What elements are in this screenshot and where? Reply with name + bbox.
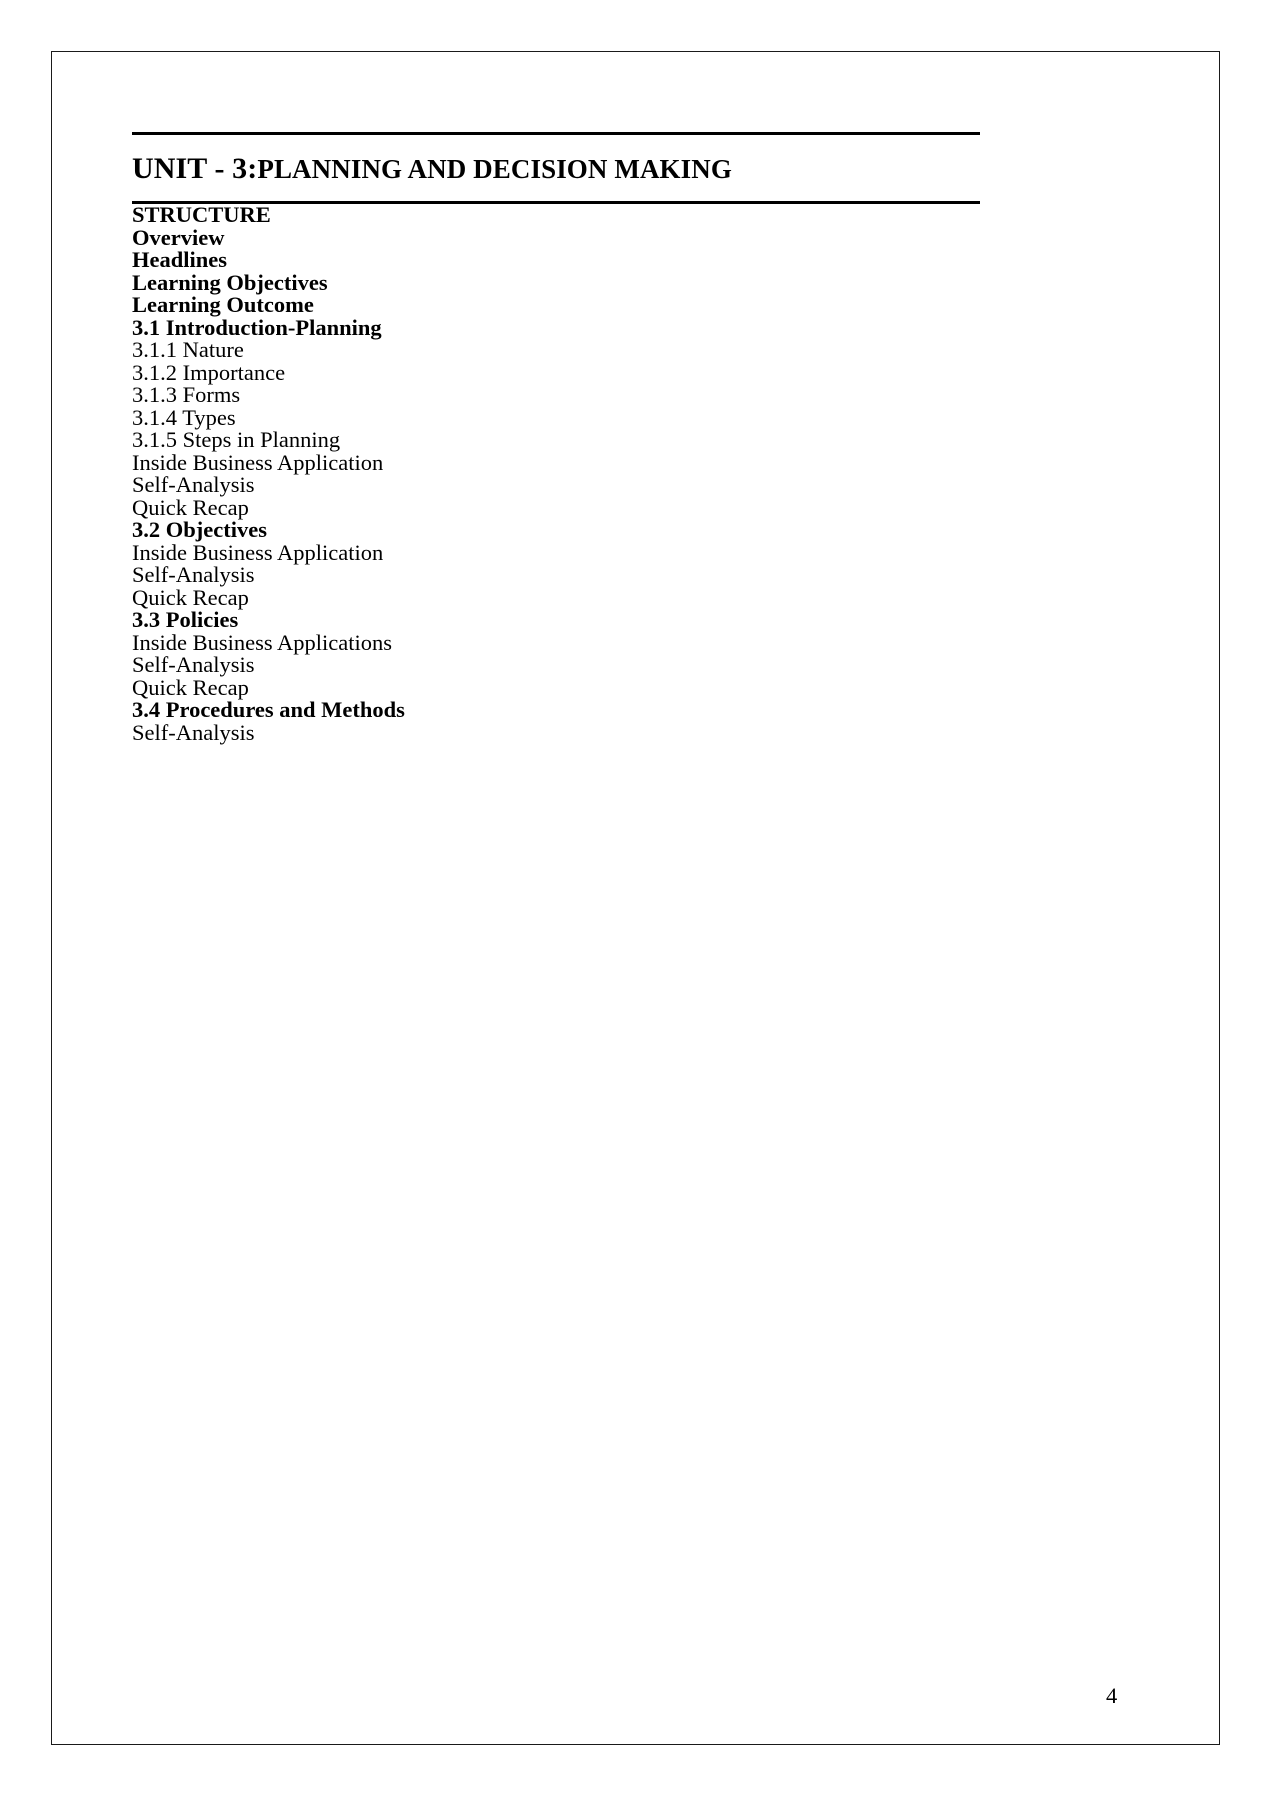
structure-item: Self-Analysis: [132, 472, 255, 497]
structure-item: Inside Business Application: [132, 449, 384, 475]
structure-item: Overview: [132, 224, 225, 250]
document-page: [51, 51, 1220, 1745]
structure-item: 3.1 Introduction-Planning: [132, 314, 382, 340]
structure-item: Self-Analysis: [132, 652, 255, 677]
page-title: [132, 135, 1032, 201]
structure-item: Self-Analysis: [132, 562, 255, 587]
structure-item: Quick Recap: [132, 674, 249, 700]
structure-item: 3.3 Policies: [132, 607, 239, 632]
structure-item: 3.1.2 Importance: [132, 359, 286, 385]
structure-item: Inside Business Applications: [132, 629, 392, 655]
structure-item: 3.2 Objectives: [132, 517, 267, 542]
structure-item: Inside Business Application: [132, 539, 384, 565]
structure-item: STRUCTURE: [132, 202, 271, 227]
structure-item: 3.1.5 Steps in Planning: [132, 427, 341, 452]
structure-item: Learning Outcome: [132, 292, 314, 317]
structure-item: Quick Recap: [132, 494, 249, 520]
chapter-structure-list: [132, 204, 1032, 744]
structure-item: 3.1.4 Types: [132, 404, 236, 430]
structure-item: 3.1.1 Nature: [132, 337, 244, 362]
page-title-unit: UNIT - 3:: [132, 152, 258, 185]
structure-item: Headlines: [132, 247, 228, 272]
structure-item: Quick Recap: [132, 584, 249, 610]
page-number: 4: [1106, 1683, 1118, 1708]
structure-item: 3.4 Procedures and Methods: [132, 697, 405, 722]
page-title-subject: PLANNING AND DECISION MAKING: [257, 154, 732, 184]
structure-item: Self-Analysis: [132, 719, 255, 745]
structure-item: 3.1.3 Forms: [132, 382, 241, 407]
structure-item: Learning Objectives: [132, 269, 328, 295]
page-content: [132, 132, 1032, 744]
